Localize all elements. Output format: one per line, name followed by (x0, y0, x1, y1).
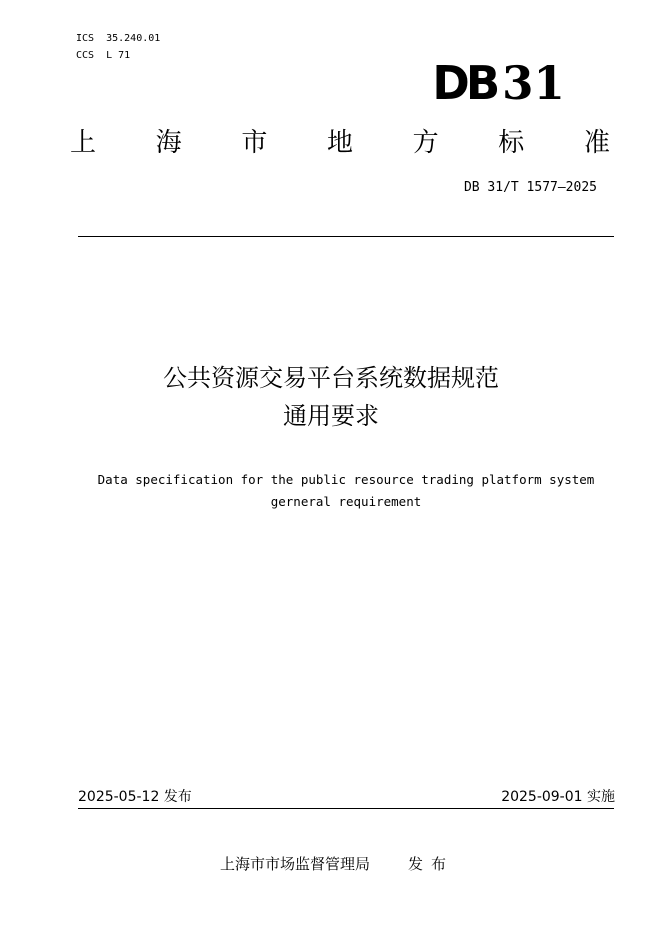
db31-logo (432, 58, 565, 108)
standard-type-heading (70, 128, 610, 158)
publish-date: 2025-05-12 发布 (78, 789, 192, 805)
title-en-line1: Data specification for the public resource trading platform system (97, 472, 595, 487)
standard-type-char: 准 (583, 128, 610, 158)
title-cn-line1: 公共资源交易平台系统数据规范 (163, 364, 499, 392)
standard-type-char: 市 (241, 128, 268, 158)
title-cn-line2: 通用要求 (283, 402, 379, 430)
bottom-divider (78, 808, 614, 809)
issuer-action: 发布 (408, 855, 455, 873)
standard-number: DB 31/T 1577—2025 (463, 180, 597, 195)
standard-type-char: 地 (326, 128, 353, 158)
ccs-code: CCS L 71 (76, 50, 131, 61)
ics-code: ICS 35.240.01 (76, 33, 161, 44)
logo-number: 31 (501, 56, 565, 110)
standard-type-char: 上 (70, 128, 97, 158)
issuer-name: 上海市市场监督管理局 (220, 855, 371, 873)
standard-type-char: 方 (412, 128, 439, 158)
implement-date: 2025-09-01 实施 (501, 789, 615, 805)
standard-type-char: 标 (498, 128, 525, 158)
standard-type-char: 海 (155, 128, 182, 158)
logo-letters: DB (432, 56, 497, 110)
top-divider (78, 236, 614, 237)
title-en-line2: gerneral requirement (270, 494, 422, 509)
